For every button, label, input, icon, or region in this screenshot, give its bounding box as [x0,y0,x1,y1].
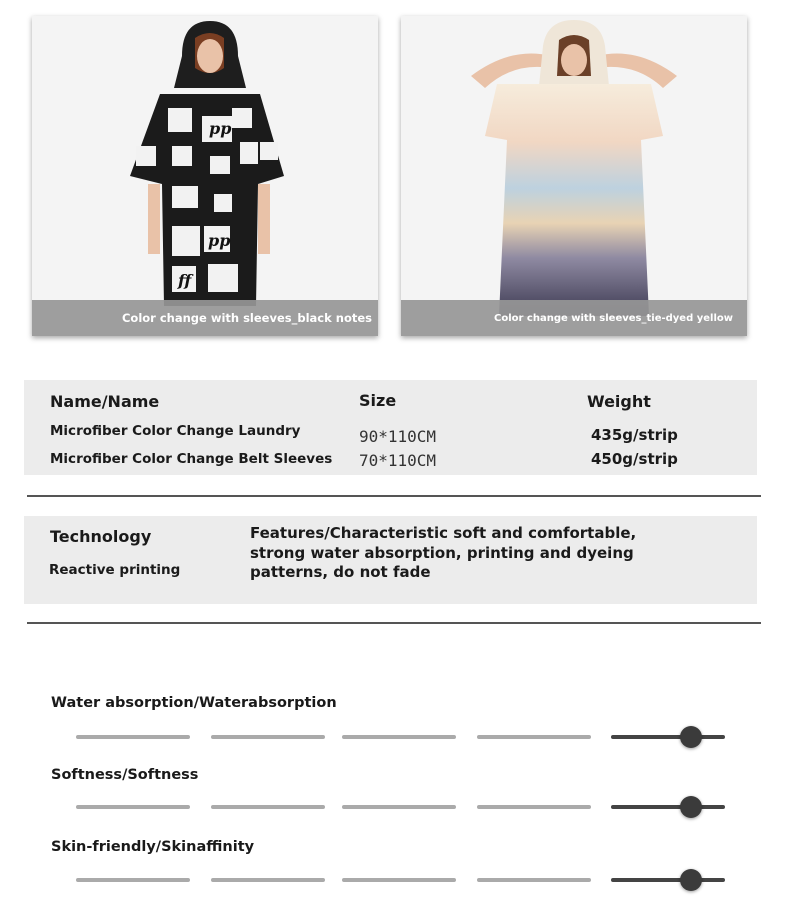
slider-segment [342,735,456,739]
photo-caption: Color change with sleeves_black notes [32,300,378,336]
slider-segment [477,735,591,739]
model-black-notes-image [32,16,378,336]
slider-segment [211,805,325,809]
divider [27,495,761,497]
header-name: Name/Name [50,392,160,411]
slider-knob [680,726,702,748]
row-2-size: 70*110CM [359,451,437,470]
slider-segment [342,805,456,809]
slider-segment [211,735,325,739]
slider-segment-active [611,805,725,809]
technology-panel [24,516,757,604]
technology-value: Reactive printing [49,562,181,578]
rating-label-water-absorption: Water absorption/Waterabsorption [51,695,337,711]
technology-title: Technology [50,527,152,546]
product-photo-tie-dyed [401,16,747,336]
slider-segment-active [611,735,725,739]
rating-label-softness: Softness/Softness [51,767,199,783]
slider-segment [342,878,456,882]
svg-text:pp: pp [209,119,232,138]
slider-knob [680,869,702,891]
rating-label-skin-friendly: Skin-friendly/Skinaffinity [51,839,255,855]
svg-text:ff: ff [178,271,192,290]
header-weight: Weight [587,392,651,411]
slider-segment [211,878,325,882]
svg-text:pp: pp [208,231,231,250]
model-tie-dyed-image [401,16,747,336]
row-2-weight: 450g/strip [591,450,678,468]
slider-segment [76,878,190,882]
row-1-weight: 435g/strip [591,426,678,444]
slider-segment [76,735,190,739]
slider-segment [477,805,591,809]
product-photo-black-notes [32,16,378,336]
slider-segment [76,805,190,809]
header-size: Size [359,391,397,410]
specs-table [24,380,757,475]
row-1-name: Microfiber Color Change Laundry [50,423,301,439]
slider-segment [477,878,591,882]
divider [27,622,761,624]
photo-caption: Color change with sleeves_tie-dyed yellow [401,300,747,336]
slider-segment-active [611,878,725,882]
row-1-size: 90*110CM [359,427,437,446]
slider-knob [680,796,702,818]
row-2-name: Microfiber Color Change Belt Sleeves [50,451,333,467]
features-text: Features/Characteristic soft and comfortable, strong water absorption, printing and dyeing patterns, do not fade [250,524,637,581]
